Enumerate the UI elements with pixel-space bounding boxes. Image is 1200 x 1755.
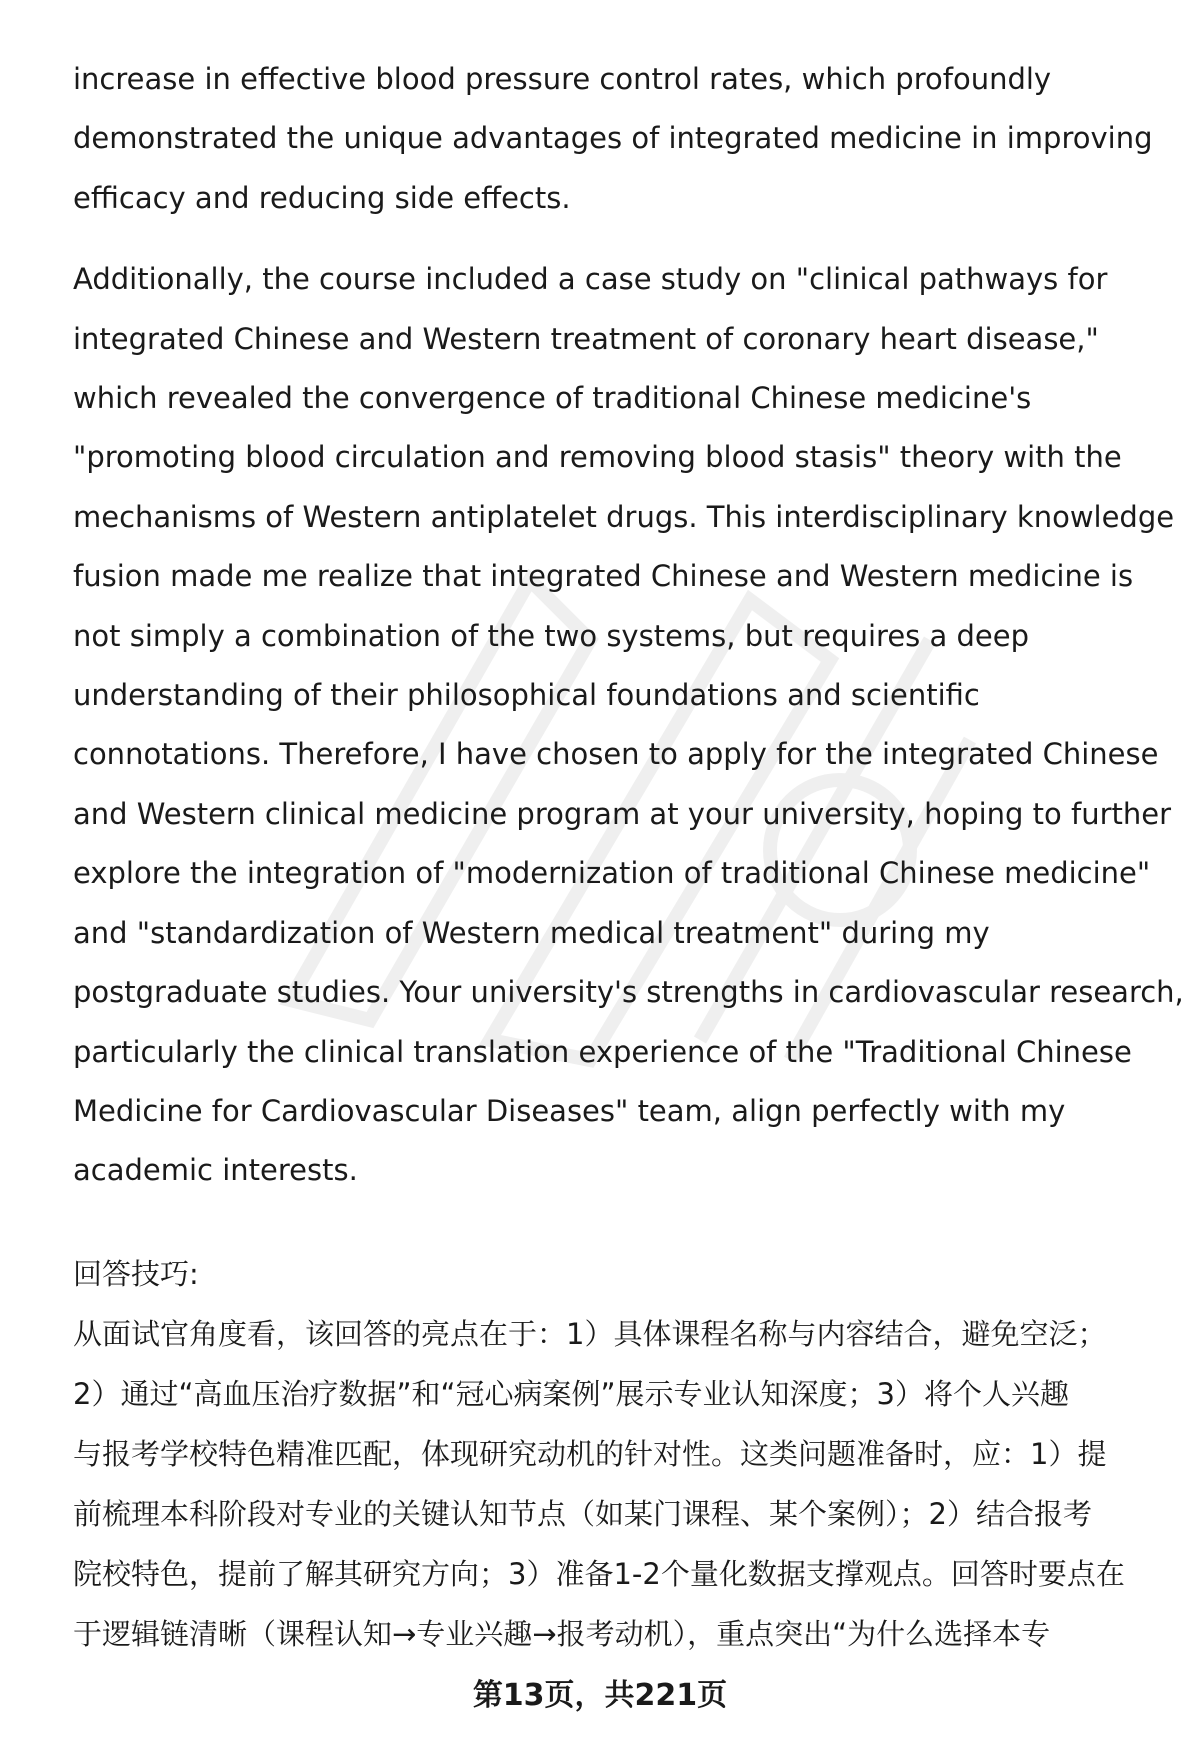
text-line: fusion made me realize that integrated Chinese and Western medicine is (73, 559, 1134, 594)
tips-line: 与报考学校特色精准匹配，体现研究动机的针对性。这类问题准备时，应：1）提 (73, 1437, 1107, 1471)
text-line: particularly the clinical translation experience of the "Traditional Chinese (73, 1034, 1132, 1069)
body-paragraph-1 (73, 50, 1153, 228)
tips-line: 2）通过“高血压治疗数据”和“冠心病案例”展示专业认知深度；3）将个人兴趣 (73, 1377, 1069, 1411)
body-paragraph-2 (73, 250, 1184, 1201)
text-line: demonstrated the unique advantages of integrated medicine in improving (73, 121, 1153, 156)
text-line: efficacy and reducing side effects. (73, 180, 571, 215)
tips-heading: 回答技巧: (73, 1257, 199, 1291)
text-line: "promoting blood circulation and removing blood stasis" theory with the (73, 440, 1122, 475)
text-line: which revealed the convergence of traditional Chinese medicine's (73, 381, 1032, 416)
text-line: not simply a combination of the two systems, but requires a deep (73, 618, 1029, 653)
text-line: mechanisms of Western antiplatelet drugs. This interdisciplinary knowledge (73, 499, 1175, 534)
text-line: understanding of their philosophical foundations and scientific (73, 678, 980, 713)
text-line: connotations. Therefore, I have chosen to apply for the integrated Chinese (73, 737, 1159, 772)
body-text (73, 50, 1184, 1201)
text-line: academic interests. (73, 1153, 358, 1188)
text-line: Additionally, the course included a case study on "clinical pathways for (73, 262, 1108, 297)
text-line: postgraduate studies. Your university's strengths in cardiovascular research, (73, 975, 1184, 1010)
page-number-footer: 第13页，共221页 (472, 1678, 728, 1713)
text-line: explore the integration of "modernization of traditional Chinese medicine" (73, 856, 1151, 891)
text-line: and "standardization of Western medical treatment" during my (73, 915, 990, 950)
answer-tips-section (73, 1244, 1153, 1664)
tips-line: 于逻辑链清晰（课程认知→专业兴趣→报考动机），重点突出“为什么选择本专 (73, 1617, 1051, 1651)
text-line: increase in effective blood pressure control rates, which profoundly (73, 62, 1052, 96)
text-line: integrated Chinese and Western treatment of coronary heart disease," (73, 321, 1099, 356)
text-line: Medicine for Cardiovascular Diseases" team, align perfectly with my (73, 1093, 1066, 1128)
tips-line: 前梳理本科阶段对专业的关键认知节点（如某门课程、某个案例）；2）结合报考 (73, 1497, 1092, 1531)
tips-line: 从面试官角度看，该回答的亮点在于：1）具体课程名称与内容结合，避免空泛； (73, 1317, 1107, 1351)
tips-line: 院校特色，提前了解其研究方向；3）准备1-2个量化数据支撑观点。回答时要点在 (73, 1557, 1125, 1591)
text-line: and Western clinical medicine program at your university, hoping to further (73, 796, 1172, 831)
